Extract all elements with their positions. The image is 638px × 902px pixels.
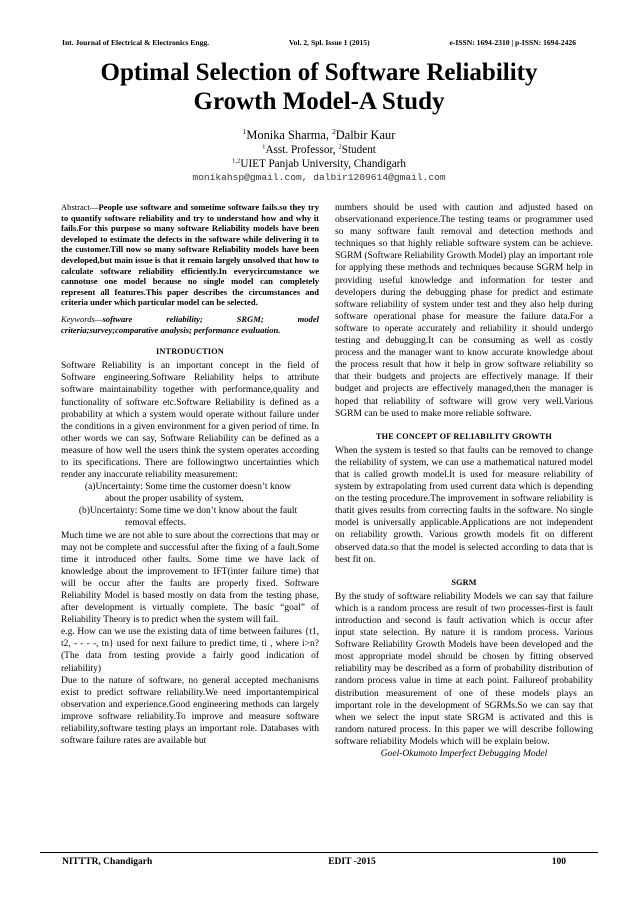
keywords	[61, 314, 319, 335]
title-line-1: Optimal Selection of Software Reliability	[100, 59, 538, 86]
author-affiliation	[40, 157, 598, 171]
author-emails: monikahsp@gmail.com, dalbir1209614@gmail.com	[192, 172, 446, 183]
intro-paragraph-4: Due to the nature of software, no general accepted mechanisms exist to predict software reliability.We need importantempirical observation and experience.Good engineering methods can largely improve software reliability.To improve and measure software reliability,software testing plays an important role. Databases with software failure rates are available but	[61, 675, 319, 747]
role-sup-b: 2	[338, 143, 342, 151]
keywords-text: software reliability; SRGM; model criteria;survey;comparative analysis; performance evaluation.	[61, 313, 319, 335]
section-heading-reliability-growth: THE CONCEPT OF RELIABILITY GROWTH	[376, 431, 552, 441]
right-column	[335, 202, 593, 760]
abstract-label: Abstract—	[61, 202, 99, 212]
affiliation-sup: 1,2	[231, 157, 241, 165]
uncertainty-a-line-1: (a)Uncertainty: Some time the customer doesn’t know	[84, 482, 292, 493]
left-column	[61, 202, 319, 747]
author-name-b: Dalbir Kaur	[335, 128, 396, 142]
role-sup-a: 1	[262, 143, 266, 151]
uncertainty-b-line-2: removal effects.	[125, 518, 187, 529]
uncertainty-b-line-1: (b)Uncertainty: Some time we don’t know about the fault	[78, 506, 298, 517]
author-names	[40, 128, 598, 143]
issn-info: e-ISSN: 1694-2310 | p-ISSN: 1694-2426	[449, 38, 576, 47]
intro-paragraph-2: Much time we are not able to sure about the corrections that may or may not be complete and successful after the fixing of a fault.Some time it introduced other faults. Some time we have lack of knowledge about the improvement to IFT(inter failure time) that will be occur after the faults are properly fixed. Software Reliability Model is based mostly on data from the testing phase, after development is virtually complete. The basic “goal” of Reliability Theory is to predict when the system will fail.	[61, 530, 319, 626]
author-block	[40, 128, 598, 185]
role-a: Asst. Professor,	[265, 144, 339, 156]
paper-title	[40, 58, 598, 116]
affiliation-text: UIET Panjab University, Chandigarh	[240, 158, 406, 170]
running-header	[62, 38, 576, 47]
title-line-2: Growth Model-A Study	[193, 88, 445, 115]
model-caption: Goel-Okumoto Imperfect Debugging Model	[380, 749, 548, 760]
uncertainty-a-line-2: about the proper usability of system.	[105, 494, 244, 505]
right-paragraph-1: numbers should be used with caution and adjusted based on observationand experience.The testing teams or programmer used so many software fault removal and detection methods and techniques so that highly reliable software system can be achieve. SGRM (Software Reliability Growth Model) play an important role for applying these methods and techniques because SGRM help in providing useful knowledge and information for tester and developers during the debugging phase for predict and estimate software reliability of system under test and they also help during software operational phase for measure the failure data.For a software to operate accurately and reliability it should undergo testing and debugging.It can be consuming as well as costly process and the manager want to know accurate knowledge about the process result that how it help in grow software reliability so that their budgets and projects are effectively manage. If their budget and projects are effectively managed,then the manager is hoped that reliability of software will grow very well.Various SGRM can be used to make more reliable software.	[335, 203, 593, 419]
page-number: 100	[551, 857, 566, 867]
page-footer	[62, 857, 566, 867]
right-paragraph-2: When the system is tested so that faults can be removed to change the reliability of system, we can use a mathematical natured model that is called growth model.It is used for measure reliability of system by extrapolating from used current data which is depending on the testing procedure.The improvement in software reliability is thatit gives results from correcting faults in the software. No single model is universally applicable.Applications are not independent on reliability growth. Various growth models fit on different observed data.so that the model is selected according to data that is best fit on.	[335, 445, 593, 565]
intro-paragraph-1: Software Reliability is an important concept in the field of Software engineering.Software Reliability helps to attribute software maintainability together with performance,quality and functionality of software etc.Software Reliability is defined as a probability at which a system would operate without failure under the conditions in a given environment for a given period of time. In other words we can say, Software Reliability can be defined as a measure of how well the users think the system operates according to its specifications. There are followingtwo uncertainties which render any inaccurate reliability measurement:	[61, 361, 319, 481]
role-b: Student	[341, 144, 376, 156]
abstract	[61, 202, 319, 308]
section-heading-introduction: INTRODUCTION	[156, 347, 224, 357]
author-name-a: Monika Sharma,	[246, 128, 333, 142]
right-paragraph-3: By the study of software reliability Models we can say that failure which is a random process are result of two processes-first is fault introduction and second is fault activation which is occur after input state selection. By nature it is random process. Various Software Reliability Growth Models have been developed and the most appropriate model should be chosen by fitting observed reliability may be described as a form of probability distribution of random process value in time at each point. Failureof probability distribution measurement of one of these models plays an important role in the development of SGRMs.So we can say that when we select the input state SRGM is activated and this is random natured process. In this paper we will describe following software reliability Models which will be explain below.	[335, 591, 593, 747]
abstract-text: People use software and sometime software fails.so they try to quantify software reliability and try to understand how and why it fails.For this purpose so many software Reliability models have been developed to estimate the defects in the software while delivering it to the customer.Till now so many software Reliability models have been developed,but main issue is that it remain largely unsolved that how to calculate software reliability efficiently.In everycircumstance we cannotuse one model because no single model can completely represent all features.This paper describes the circumstances and criteria under which particular model can be selected.	[61, 202, 319, 308]
footer-divider	[40, 852, 598, 853]
intro-paragraph-3: e.g. How can we use the existing data of time between failures {t1, t2, - - - -, tn} used for next failure to predict time, ti , where i>n? (The data from testing provide a fairly good indication of reliability)	[61, 627, 319, 674]
section-heading-sgrm: SGRM	[451, 577, 477, 587]
author-roles	[40, 143, 598, 157]
author-sup-a: 1	[242, 126, 247, 136]
journal-name: Int. Journal of Electrical & Electronics Engg.	[62, 38, 210, 47]
footer-institution: NITTTR, Chandigarh	[62, 857, 153, 867]
author-sup-b: 2	[332, 126, 336, 136]
footer-edition: EDIT -2015	[328, 857, 376, 867]
keywords-label: Keywords—	[61, 313, 103, 324]
volume-info: Vol. 2, Spl. Issue 1 (2015)	[288, 38, 370, 47]
